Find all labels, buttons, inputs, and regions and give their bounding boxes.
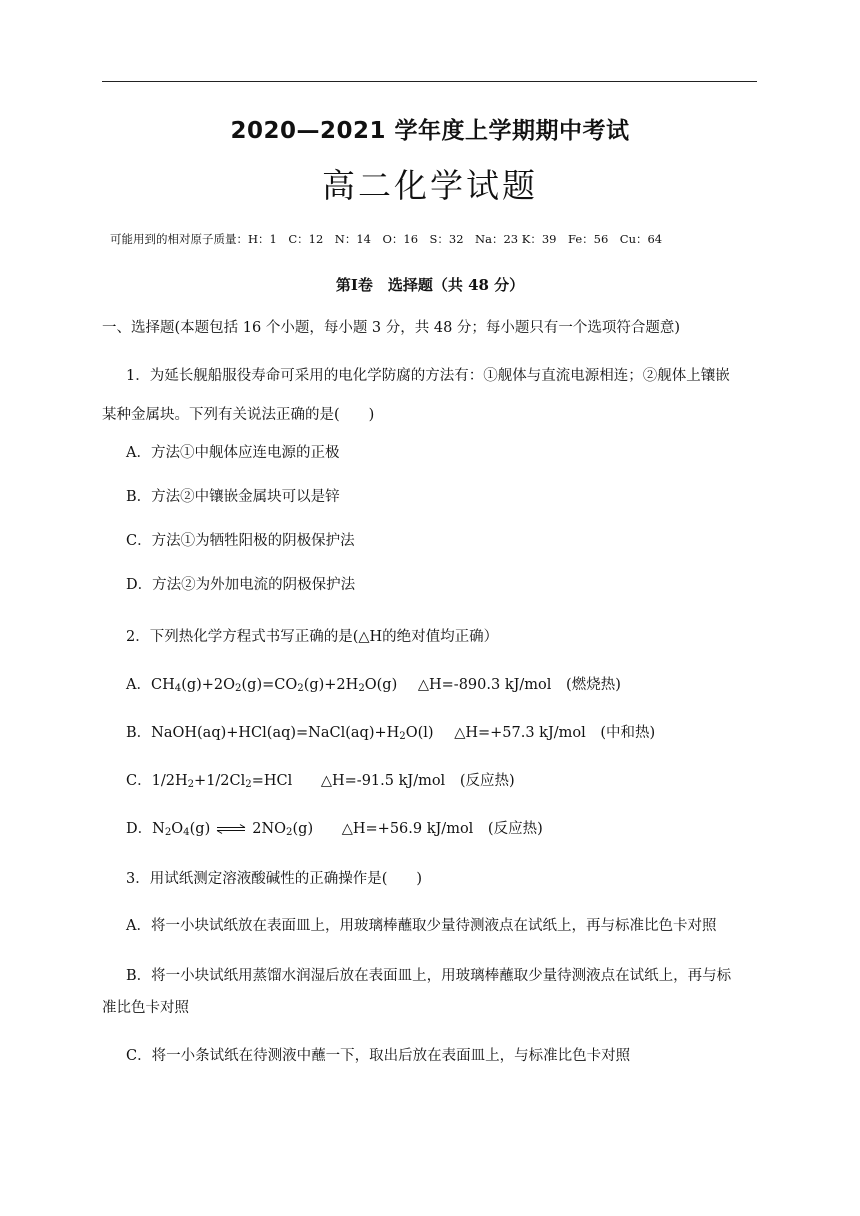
q2-stem: 2．下列热化学方程式书写正确的是(△H的绝对值均正确） (126, 629, 499, 645)
reaction-equation: $NaOH(aq)+HCl(aq)=NaCl(aq)+H_2O(l)$ (151, 725, 434, 743)
q2-option-a (126, 675, 621, 695)
exam-title: 2020—2021 学年度上学期期中考试 (230, 118, 630, 144)
enthalpy-change: △H=-91.5 kJ/mol (320, 773, 446, 789)
q1-option-a: A．方法①中舰体应连电源的正极 (126, 445, 340, 461)
q3-option-c: C．将一小条试纸在待测液中蘸一下，取出后放在表面皿上，与标准比色卡对照 (126, 1048, 631, 1064)
subject-title: 高二化学试题 (322, 166, 538, 205)
header-rule (102, 81, 757, 82)
section-instructions: 一、选择题(本题包括 16 个小题，每小题 3 分，共 48 分；每小题只有一个选项符合题意) (102, 320, 681, 336)
heat-type-note: (反应热) (487, 821, 543, 837)
reactant: $N_2O_4(g)$ (152, 821, 211, 839)
reaction-equation: $1/2H_2+1/2Cl_2=HCl$ (151, 773, 293, 791)
option-label: A． (126, 677, 151, 693)
enthalpy-change: △H=+57.3 kJ/mol (454, 725, 586, 741)
option-label: B． (126, 725, 152, 741)
heat-type-note: (燃烧热) (566, 677, 621, 693)
q1-option-d: D．方法②为外加电流的阴极保护法 (126, 577, 356, 593)
section-title: 第Ⅰ卷 选择题（共 48 分） (335, 276, 525, 294)
q1-option-b: B．方法②中镶嵌金属块可以是锌 (126, 489, 340, 505)
q2-option-b (126, 723, 655, 743)
reaction-equation: $CH_4(g)+2O_2(g)=CO_2(g)+2H_2O(g)$ (150, 677, 398, 695)
atomic-masses: 可能用到的相对原子质量：H：1 C：12 N：14 O：16 S：32 Na：23 K：39 Fe：56 Cu：64 (110, 232, 663, 246)
heat-type-note: (中和热) (600, 725, 656, 741)
q3-option-b-line1: B．将一小块试纸用蒸馏水润湿后放在表面皿上，用玻璃棒蘸取少量待测液点在试纸上，再与标 (126, 968, 732, 984)
q3-stem: 3．用试纸测定溶液酸碱性的正确操作是( ) (126, 871, 423, 887)
equilibrium-arrow-icon (216, 824, 246, 834)
q3-option-b-line2: 准比色卡对照 (102, 1000, 189, 1016)
q1-option-c: C．方法①为牺牲阳极的阴极保护法 (126, 533, 355, 549)
q2-option-c (126, 771, 515, 791)
product: $2NO_2(g)$ (252, 821, 314, 839)
q2-option-d (126, 819, 543, 839)
heat-type-note: (反应热) (459, 773, 515, 789)
q1-stem-line1: 1．为延长舰船服役寿命可采用的电化学防腐的方法有：①舰体与直流电源相连；②舰体上镶嵌 (126, 368, 730, 384)
q3-option-a: A．将一小块试纸放在表面皿上，用玻璃棒蘸取少量待测液点在试纸上，再与标准比色卡对照 (126, 918, 717, 934)
enthalpy-change: △H=+56.9 kJ/mol (341, 821, 474, 837)
enthalpy-change: △H=-890.3 kJ/mol (417, 677, 552, 693)
q1-stem-line2: 某种金属块。下列有关说法正确的是( ) (102, 407, 375, 423)
option-label: C． (126, 773, 152, 789)
option-label: D． (126, 821, 153, 837)
